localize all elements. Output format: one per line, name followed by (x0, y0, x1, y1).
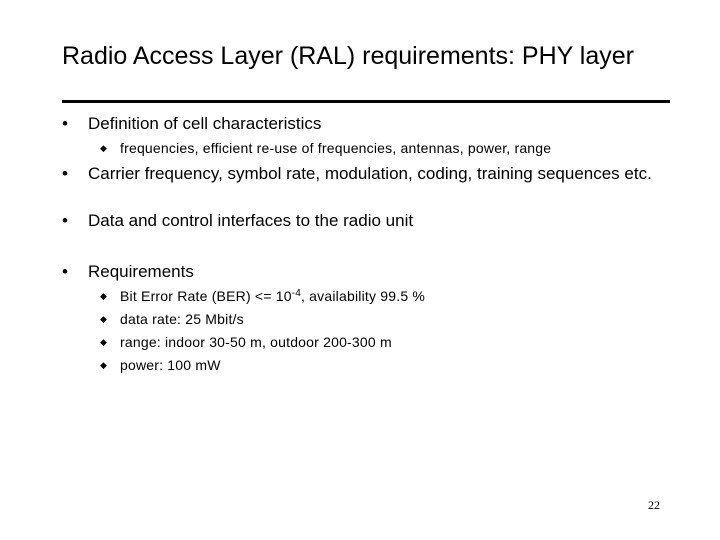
bullet-marker: • (62, 262, 68, 281)
sub-bullet-marker: ◆ (100, 143, 107, 153)
ber-availability: , availability 99.5 % (301, 288, 426, 304)
slide-title: Radio Access Layer (RAL) requirements: PHY layer (62, 42, 634, 70)
bullet-interfaces: Data and control interfaces to the radio unit (88, 211, 414, 230)
bullet-marker: • (62, 211, 68, 230)
bullet-carrier-frequency: Carrier frequency, symbol rate, modulation, coding, training sequences etc. (88, 164, 652, 183)
sub-bullet-marker: ◆ (100, 291, 107, 301)
sub-bullet-power: power: 100 mW (120, 357, 221, 373)
title-underline (62, 100, 670, 103)
sub-bullet-data-rate: data rate: 25 Mbit/s (120, 311, 244, 327)
sub-bullet-frequencies: frequencies, efficient re-use of frequencies, antennas, power, range (120, 140, 552, 156)
bullet-marker: • (62, 164, 68, 183)
ber-text: Bit Error Rate (BER) <= 10 (120, 288, 292, 304)
sub-bullet-marker: ◆ (100, 360, 107, 370)
bullet-requirements: Requirements (88, 262, 194, 281)
sub-bullet-range: range: indoor 30-50 m, outdoor 200-300 m (120, 334, 392, 350)
sub-bullet-marker: ◆ (100, 337, 107, 347)
sub-bullet-ber (120, 288, 680, 307)
page-number: 22 (648, 498, 660, 512)
sub-bullet-marker: ◆ (100, 314, 107, 324)
bullet-marker: • (62, 114, 68, 133)
bullet-cell-characteristics: Definition of cell characteristics (88, 114, 322, 133)
ber-exponent: -4 (291, 288, 301, 299)
